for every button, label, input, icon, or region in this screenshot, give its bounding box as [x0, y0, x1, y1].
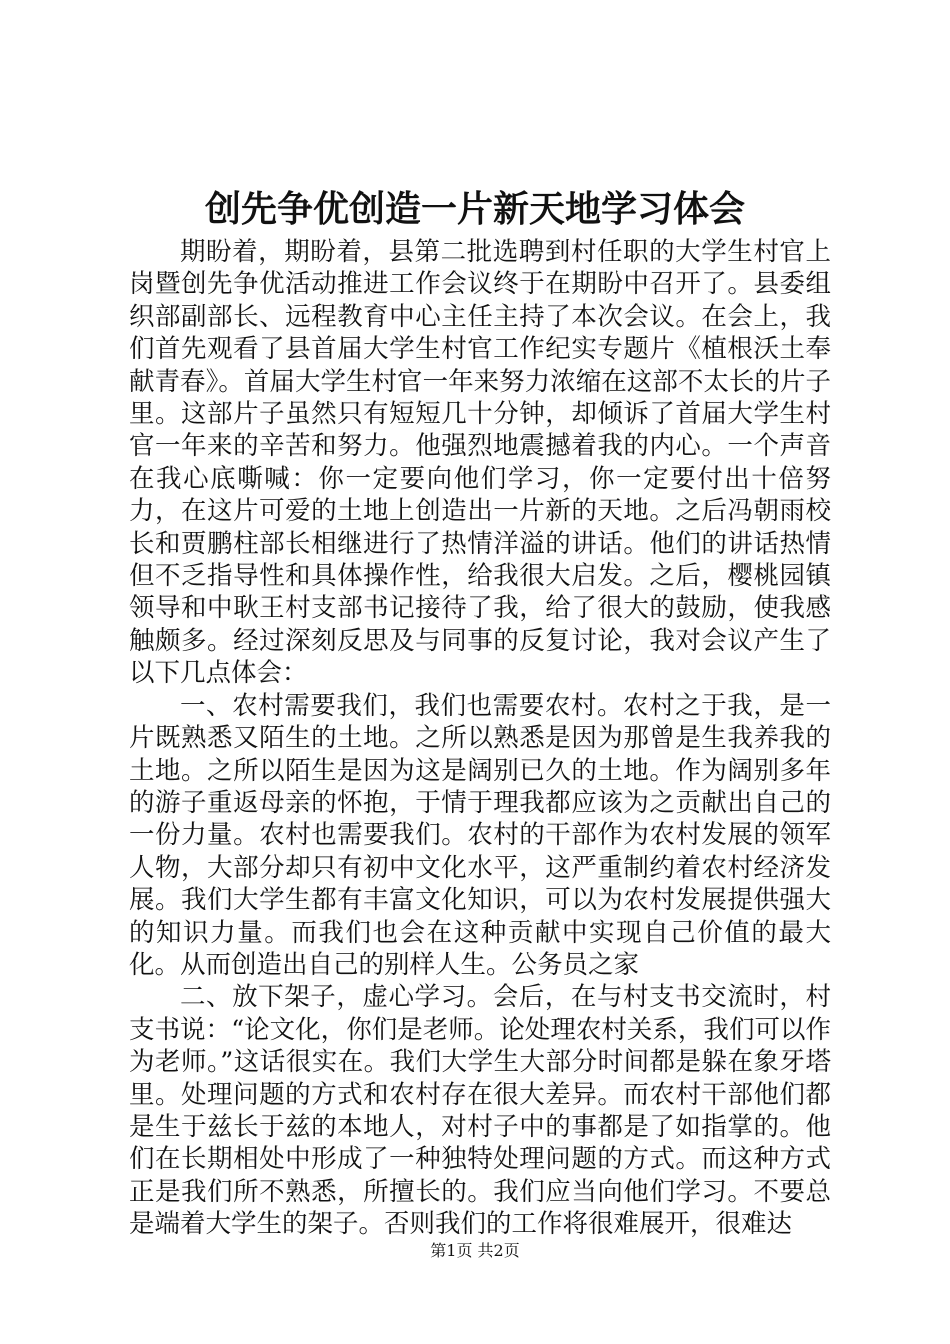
paragraph-point-two: 二、放下架子，虚心学习。会后，在与村支书交流时，村支书说：“论文化，你们是老师。论处理农村关系，我们可以作为老师。”这话很实在。我们大学生大部分时间都是躲在象牙塔里。处理问题的方式和农村存在很大差异。而农村干部他们都是生于兹长于兹的本地人，对村子中的事都是了如指掌的。他们在长期相处中形成了一种独特处理问题的方式。而这种方式正是我们所不熟悉，所擅长的。我们应当向他们学习。不要总是端着大学生的架子。否则我们的工作将很难展开，很难达 — [129, 982, 831, 1240]
paragraph-intro: 期盼着，期盼着，县第二批选聘到村任职的大学生村官上岗暨创先争优活动推进工作会议终于在期盼中召开了。县委组织部副部长、远程教育中心主任主持了本次会议。在会上，我们首先观看了县首届大学生村官工作纪实专题片《植根沃土奉献青春》。首届大学生村官一年来努力浓缩在这部不太长的片子里。这部片子虽然只有短短几十分钟，却倾诉了首届大学生村官一年来的辛苦和努力。他强烈地震撼着我的内心。一个声音在我心底嘶喊：你一定要向他们学习，你一定要付出十倍努力，在这片可爱的土地上创造出一片新的天地。之后冯朝雨校长和贾鹏柱部长相继进行了热情洋溢的讲话。他们的讲话热情但不乏指导性和具体操作性，给我很大启发。之后，樱桃园镇领导和中耿王村支部书记接待了我，给了很大的鼓励，使我感触颇多。经过深刻反思及与同事的反复讨论，我对会议产生了以下几点体会： — [129, 237, 831, 689]
document-body — [129, 236, 831, 1241]
document-title: 创先争优创造一片新天地学习体会 — [204, 188, 745, 230]
paragraph-point-one: 一、农村需要我们，我们也需要农村。农村之于我，是一片既熟悉又陌生的土地。之所以熟悉是因为那曾是生我养我的土地。之所以陌生是因为这是阔别已久的土地。作为阔别多年的游子重返母亲的怀抱，于情于理我都应该为之贡献出自己的一份力量。农村也需要我们。农村的干部作为农村发展的领军人物，大部分却只有初中文化水平，这严重制约着农村经济发展。我们大学生都有丰富文化知识，可以为农村发展提供强大的知识力量。而我们也会在这种贡献中实现自己价值的最大化。从而创造出自己的别样人生。公务员之家 — [129, 690, 831, 980]
page-footer: 第1页 共2页 — [430, 1241, 520, 1260]
